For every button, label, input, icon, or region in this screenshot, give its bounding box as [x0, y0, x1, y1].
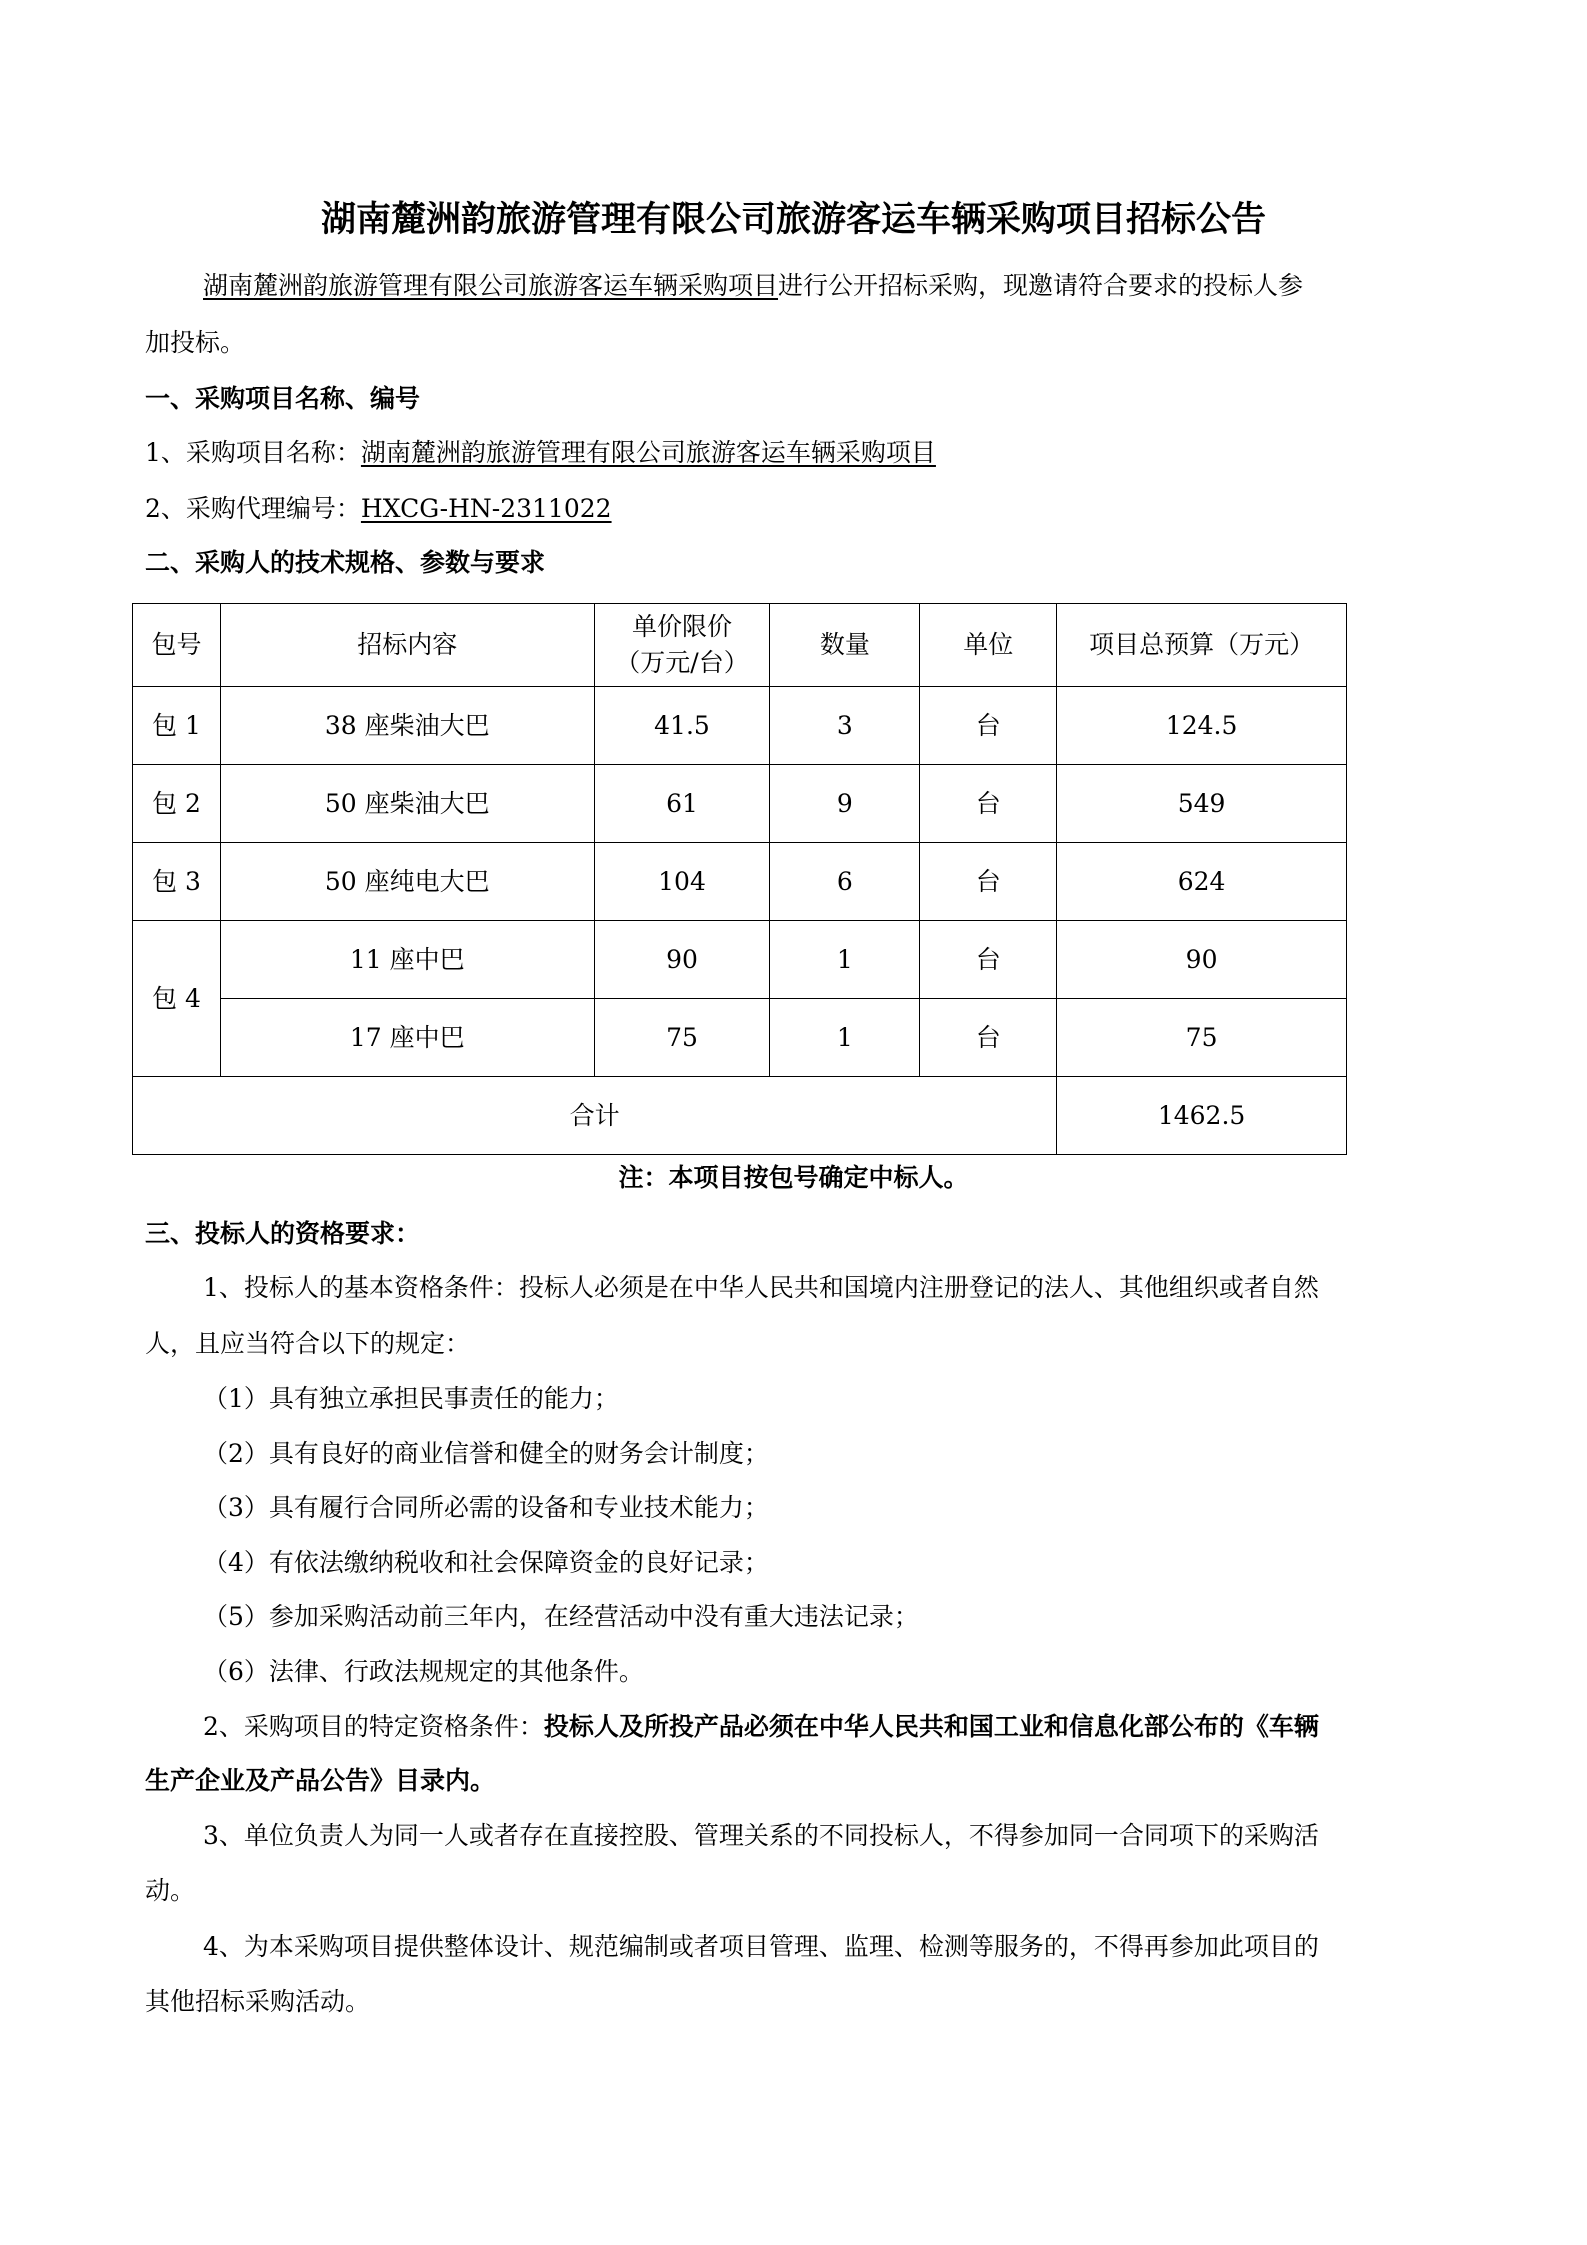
cell-total: 624 [1057, 843, 1347, 921]
table-row [133, 765, 1347, 843]
section1-heading: 一、采购项目名称、编号 [145, 384, 421, 413]
table-header-row [133, 604, 1347, 687]
header-unit-price-line1: 单价限价 [631, 612, 732, 641]
header-content: 招标内容 [220, 604, 594, 687]
table-row [133, 843, 1347, 921]
table-note: 注：本项目按包号确定中标人。 [618, 1163, 969, 1192]
cell-unit: 台 [920, 765, 1057, 843]
cell-total: 90 [1057, 921, 1347, 999]
cell-content: 38 座柴油大巴 [220, 687, 594, 765]
cell-total: 549 [1057, 765, 1347, 843]
requirement-2-line1 [203, 1709, 1513, 1745]
project-name-value: 湖南麓洲韵旅游管理有限公司旅游客运车辆采购项目 [360, 438, 936, 467]
agency-code-row [145, 491, 1455, 527]
sum-value: 1462.5 [1057, 1077, 1347, 1155]
cell-price: 104 [594, 843, 770, 921]
cell-content: 50 座柴油大巴 [220, 765, 594, 843]
cell-package: 包 1 [133, 687, 221, 765]
sub-item: （4）有依法缴纳税收和社会保障资金的良好记录； [203, 1548, 769, 1577]
header-total: 项目总预算（万元） [1057, 604, 1347, 687]
cell-content: 17 座中巴 [220, 999, 594, 1077]
header-unit-price [594, 604, 770, 687]
cell-price: 61 [594, 765, 770, 843]
intro-project-name: 湖南麓洲韵旅游管理有限公司旅游客运车辆采购项目 [203, 271, 779, 300]
sub-item: （3）具有履行合同所必需的设备和专业技术能力； [203, 1493, 769, 1522]
requirement-4-line2: 其他招标采购活动。 [145, 1987, 371, 2016]
cell-quantity: 6 [770, 843, 920, 921]
cell-quantity: 3 [770, 687, 920, 765]
project-name-row [145, 435, 1455, 471]
requirement-1-line1: 1、投标人的基本资格条件：投标人必须是在中华人民共和国境内注册登记的法人、其他组织或者自然 [203, 1273, 1319, 1302]
cell-price: 41.5 [594, 687, 770, 765]
sum-label: 合计 [133, 1077, 1057, 1155]
header-unit-price-line2: （万元/台） [615, 648, 749, 677]
header-package: 包号 [133, 604, 221, 687]
cell-package: 包 2 [133, 765, 221, 843]
project-name-label: 1、采购项目名称： [145, 438, 361, 467]
sub-item: （2）具有良好的商业信誉和健全的财务会计制度； [203, 1439, 769, 1468]
requirement-3-line2: 动。 [145, 1876, 196, 1905]
cell-unit: 台 [920, 687, 1057, 765]
cell-price: 75 [594, 999, 770, 1077]
sub-item: （1）具有独立承担民事责任的能力； [203, 1384, 619, 1413]
cell-quantity: 1 [770, 999, 920, 1077]
table-row [133, 687, 1347, 765]
requirement-1-line2: 人，且应当符合以下的规定： [145, 1329, 471, 1358]
intro-text: 进行公开招标采购，现邀请符合要求的投标人参 [778, 271, 1304, 300]
requirement-2-line2: 生产企业及产品公告》目录内。 [145, 1766, 496, 1795]
cell-package: 包 4 [133, 921, 221, 1077]
cell-quantity: 9 [770, 765, 920, 843]
cell-content: 50 座纯电大巴 [220, 843, 594, 921]
header-quantity: 数量 [770, 604, 920, 687]
table-sum-row [133, 1077, 1347, 1155]
cell-package: 包 3 [133, 843, 221, 921]
intro-paragraph-line2: 加投标。 [145, 328, 246, 357]
cell-total: 75 [1057, 999, 1347, 1077]
cell-unit: 台 [920, 921, 1057, 999]
requirement-2-text: 投标人及所投产品必须在中华人民共和国工业和信息化部公布的《车辆 [543, 1712, 1319, 1741]
cell-price: 90 [594, 921, 770, 999]
sub-item: （5）参加采购活动前三年内，在经营活动中没有重大违法记录； [203, 1602, 919, 1631]
section2-heading: 二、采购人的技术规格、参数与要求 [145, 548, 546, 577]
specification-table [132, 603, 1347, 1155]
agency-code-value: HXCG-HN-2311022 [360, 494, 612, 523]
agency-code-label: 2、采购代理编号： [145, 494, 361, 523]
cell-total: 124.5 [1057, 687, 1347, 765]
header-unit: 单位 [920, 604, 1057, 687]
section3-heading: 三、投标人的资格要求： [145, 1219, 421, 1248]
requirement-3-line1: 3、单位负责人为同一人或者存在直接控股、管理关系的不同投标人，不得参加同一合同项下的采购活 [203, 1821, 1319, 1850]
requirement-2-label: 2、采购项目的特定资格条件： [203, 1712, 544, 1741]
cell-unit: 台 [920, 843, 1057, 921]
table-row [133, 999, 1347, 1077]
table-row [133, 921, 1347, 999]
intro-paragraph-line1 [203, 268, 1513, 304]
requirement-4-line1: 4、为本采购项目提供整体设计、规范编制或者项目管理、监理、检测等服务的，不得再参加此项目的 [203, 1932, 1319, 1961]
cell-quantity: 1 [770, 921, 920, 999]
cell-content: 11 座中巴 [220, 921, 594, 999]
page-title: 湖南麓洲韵旅游管理有限公司旅游客运车辆采购项目招标公告 [320, 199, 1266, 240]
sub-item: （6）法律、行政法规规定的其他条件。 [203, 1657, 644, 1686]
cell-unit: 台 [920, 999, 1057, 1077]
